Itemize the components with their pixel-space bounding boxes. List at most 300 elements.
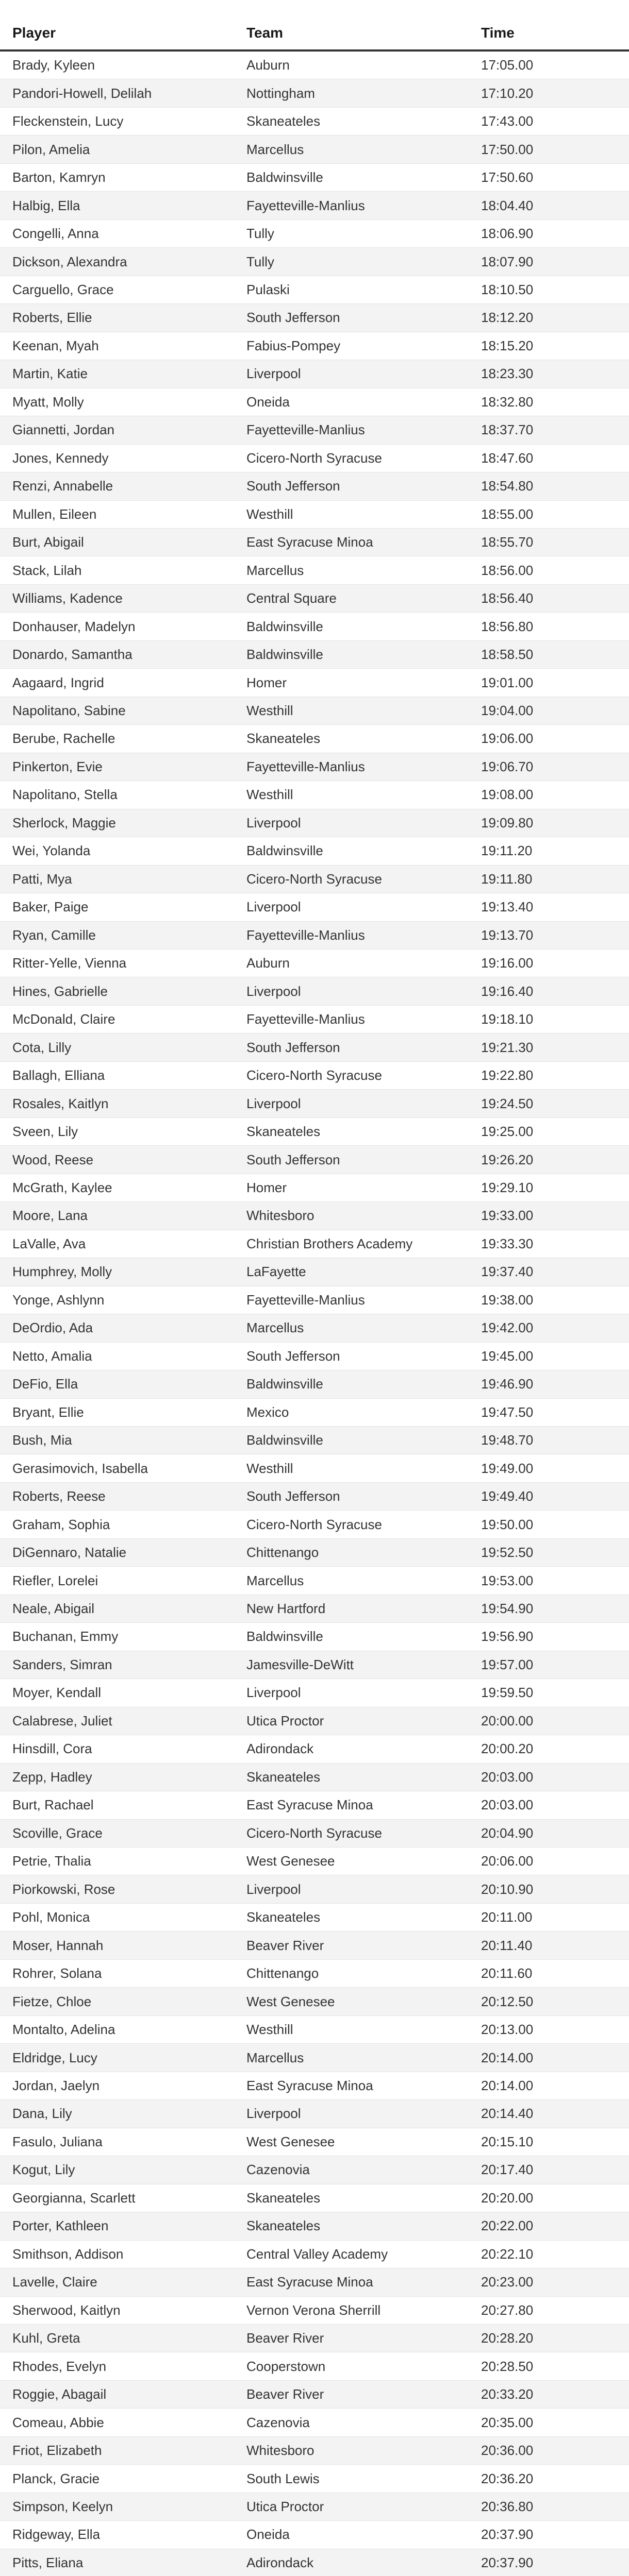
table-row — [0, 220, 629, 248]
time-cell: 18:10.50 — [481, 281, 534, 297]
player-cell: Sherlock, Maggie — [12, 815, 116, 831]
team-cell: Fayetteville-Manlius — [246, 422, 365, 438]
time-cell: 20:14.00 — [481, 2077, 534, 2093]
time-cell: 19:18.10 — [481, 1011, 534, 1027]
table-row — [0, 1033, 629, 1061]
table-row — [0, 276, 629, 304]
time-cell: 20:00.20 — [481, 1741, 534, 1757]
team-cell: Fayetteville-Manlius — [246, 197, 365, 213]
table-row — [0, 837, 629, 865]
player-cell: Sanders, Simran — [12, 1656, 112, 1672]
player-cell: Ballagh, Elliana — [12, 1067, 105, 1083]
table-row — [0, 1567, 629, 1595]
time-cell: 17:43.00 — [481, 113, 534, 129]
time-cell: 17:05.00 — [481, 57, 534, 73]
table-row — [0, 52, 629, 79]
table-row — [0, 304, 629, 332]
team-cell: South Lewis — [246, 2470, 320, 2486]
table-row — [0, 135, 629, 163]
player-cell: Baker, Paige — [12, 899, 89, 915]
time-cell: 19:21.30 — [481, 1039, 534, 1055]
player-cell: McDonald, Claire — [12, 1011, 115, 1027]
table-row — [0, 641, 629, 669]
time-cell: 18:56.80 — [481, 618, 534, 634]
table-row — [0, 2184, 629, 2212]
team-cell: Cicero-North Syracuse — [246, 871, 382, 887]
player-cell: Jones, Kennedy — [12, 450, 109, 466]
table-row — [0, 360, 629, 388]
time-cell: 19:53.00 — [481, 1572, 534, 1588]
time-cell: 19:49.40 — [481, 1488, 534, 1504]
team-cell: Beaver River — [246, 1937, 324, 1953]
table-row — [0, 445, 629, 472]
player-cell: Graham, Sophia — [12, 1516, 110, 1532]
table-row — [0, 1090, 629, 1117]
time-cell: 19:13.70 — [481, 927, 534, 943]
time-cell: 18:15.20 — [481, 337, 534, 353]
team-cell: Fayetteville-Manlius — [246, 1292, 365, 1308]
time-cell: 17:50.00 — [481, 141, 534, 157]
time-cell: 20:27.80 — [481, 2302, 534, 2318]
time-cell: 20:22.00 — [481, 2218, 534, 2234]
time-cell: 19:13.40 — [481, 899, 534, 915]
time-cell: 18:47.60 — [481, 450, 534, 466]
player-cell: Montalto, Adelina — [12, 2022, 115, 2038]
table-row — [0, 2437, 629, 2465]
time-cell: 18:55.70 — [481, 534, 534, 550]
table-row — [0, 922, 629, 950]
player-cell: Simpson, Keelyn — [12, 2499, 113, 2515]
player-cell: Wei, Yolanda — [12, 843, 91, 859]
team-cell: West Genesee — [246, 1993, 335, 2009]
time-cell: 18:23.30 — [481, 366, 534, 382]
team-cell: West Genesee — [246, 1853, 335, 1869]
player-cell: Yonge, Ashlynn — [12, 1292, 105, 1308]
table-row — [0, 1651, 629, 1679]
time-cell: 19:06.00 — [481, 731, 534, 747]
time-cell: 19:49.00 — [481, 1460, 534, 1476]
table-row — [0, 556, 629, 584]
player-cell: Wood, Reese — [12, 1151, 94, 1167]
table-row — [0, 2100, 629, 2128]
team-cell: Liverpool — [246, 1881, 301, 1897]
team-cell: Westhill — [246, 787, 293, 803]
team-cell: Central Square — [246, 590, 337, 606]
time-cell: 19:09.80 — [481, 815, 534, 831]
team-cell: Skaneateles — [246, 113, 321, 129]
time-cell: 18:06.90 — [481, 226, 534, 242]
table-row — [0, 1483, 629, 1511]
team-cell: Whitesboro — [246, 1208, 314, 1224]
table-row — [0, 1875, 629, 1903]
time-cell: 18:56.00 — [481, 562, 534, 578]
table-row — [0, 809, 629, 837]
player-cell: Barton, Kamryn — [12, 170, 106, 185]
time-cell: 19:26.20 — [481, 1151, 534, 1167]
team-cell: East Syracuse Minoa — [246, 2077, 373, 2093]
time-cell: 20:13.00 — [481, 2022, 534, 2038]
table-row — [0, 1427, 629, 1454]
team-cell: Nottingham — [246, 85, 315, 101]
player-cell: Berube, Rachelle — [12, 731, 115, 747]
time-cell: 20:12.50 — [481, 1993, 534, 2009]
table-row — [0, 697, 629, 725]
player-cell: McGrath, Kaylee — [12, 1179, 112, 1195]
time-cell: 19:11.80 — [481, 871, 533, 887]
time-cell: 19:06.70 — [481, 758, 534, 774]
player-cell: Pinkerton, Evie — [12, 758, 103, 774]
table-row — [0, 2325, 629, 2352]
time-cell: 20:03.00 — [481, 1769, 534, 1785]
team-cell: East Syracuse Minoa — [246, 1797, 373, 1813]
table-row — [0, 1764, 629, 1791]
team-cell: Cazenovia — [246, 2414, 310, 2430]
table-row — [0, 1511, 629, 1538]
team-cell: Liverpool — [246, 1095, 301, 1111]
player-cell: Napolitano, Stella — [12, 787, 118, 803]
table-header — [0, 0, 629, 52]
team-cell: Marcellus — [246, 1320, 304, 1336]
time-cell: 19:37.40 — [481, 1264, 534, 1280]
team-cell: Utica Proctor — [246, 2499, 324, 2515]
table-row — [0, 2409, 629, 2436]
player-cell: LaValle, Ava — [12, 1235, 86, 1251]
table-row — [0, 781, 629, 809]
time-cell: 20:33.20 — [481, 2386, 534, 2402]
table-row — [0, 2297, 629, 2325]
time-cell: 19:24.50 — [481, 1095, 534, 1111]
player-cell: Friot, Elizabeth — [12, 2443, 102, 2459]
team-cell: Baldwinsville — [246, 1432, 323, 1448]
team-cell: Central Valley Academy — [246, 2246, 388, 2262]
time-cell: 20:22.10 — [481, 2246, 534, 2262]
team-cell: Cicero-North Syracuse — [246, 1825, 382, 1841]
time-cell: 19:59.50 — [481, 1685, 534, 1701]
player-cell: Zepp, Hadley — [12, 1769, 92, 1785]
team-cell: Tully — [246, 226, 274, 242]
time-cell: 20:17.40 — [481, 2162, 534, 2178]
team-cell: Westhill — [246, 703, 293, 719]
time-cell: 20:36.20 — [481, 2470, 534, 2486]
table-row — [0, 416, 629, 444]
time-cell: 19:50.00 — [481, 1516, 534, 1532]
time-cell: 18:04.40 — [481, 197, 534, 213]
team-cell: Fayetteville-Manlius — [246, 927, 365, 943]
team-cell: Liverpool — [246, 815, 301, 831]
player-cell: Eldridge, Lucy — [12, 2049, 97, 2065]
player-cell: Burt, Rachael — [12, 1797, 94, 1813]
team-cell: Cicero-North Syracuse — [246, 1516, 382, 1532]
table-row — [0, 2072, 629, 2100]
team-cell: Tully — [246, 253, 274, 269]
player-cell: Cota, Lilly — [12, 1039, 72, 1055]
team-cell: Baldwinsville — [246, 618, 323, 634]
table-row — [0, 1679, 629, 1707]
player-cell: Stack, Lilah — [12, 562, 82, 578]
player-cell: Mullen, Eileen — [12, 506, 97, 522]
column-header-player[interactable]: Player — [12, 25, 56, 41]
time-cell: 19:42.00 — [481, 1320, 534, 1336]
player-cell: Napolitano, Sabine — [12, 703, 126, 719]
time-cell: 18:12.20 — [481, 310, 534, 326]
time-cell: 20:28.50 — [481, 2358, 534, 2374]
time-cell: 19:04.00 — [481, 703, 534, 719]
player-cell: Hinsdill, Cora — [12, 1741, 92, 1757]
time-cell: 20:11.40 — [481, 1937, 533, 1953]
team-cell: Skaneateles — [246, 1909, 321, 1925]
team-cell: Pulaski — [246, 281, 290, 297]
time-cell: 19:33.00 — [481, 1208, 534, 1224]
team-cell: Westhill — [246, 506, 293, 522]
table-row — [0, 1146, 629, 1174]
player-cell: Giannetti, Jordan — [12, 422, 115, 438]
table-row — [0, 2352, 629, 2380]
player-cell: Porter, Kathleen — [12, 2218, 109, 2234]
time-cell: 19:54.90 — [481, 1601, 534, 1617]
table-row — [0, 2493, 629, 2521]
player-cell: Rosales, Kaitlyn — [12, 1095, 109, 1111]
table-row — [0, 1820, 629, 1848]
team-cell: East Syracuse Minoa — [246, 534, 373, 550]
table-row — [0, 2156, 629, 2184]
table-row — [0, 893, 629, 921]
time-cell: 19:38.00 — [481, 1292, 534, 1308]
table-row — [0, 669, 629, 697]
table-row — [0, 1988, 629, 2015]
player-cell: Rhodes, Evelyn — [12, 2358, 107, 2374]
time-cell: 18:07.90 — [481, 253, 534, 269]
time-cell: 20:28.20 — [481, 2330, 534, 2346]
time-cell: 19:16.40 — [481, 983, 534, 999]
player-cell: Bush, Mia — [12, 1432, 72, 1448]
team-cell: Skaneateles — [246, 2218, 321, 2234]
player-cell: Georgianna, Scarlett — [12, 2190, 136, 2206]
team-cell: Mexico — [246, 1404, 289, 1420]
team-cell: Skaneateles — [246, 1124, 321, 1140]
team-cell: Baldwinsville — [246, 1629, 323, 1645]
player-cell: Roberts, Ellie — [12, 310, 92, 326]
player-cell: Hines, Gabrielle — [12, 983, 108, 999]
column-header-time[interactable]: Time — [481, 25, 515, 41]
player-cell: Roberts, Reese — [12, 1488, 106, 1504]
team-cell: South Jefferson — [246, 1039, 340, 1055]
player-cell: Brady, Kyleen — [12, 57, 95, 73]
player-cell: Dana, Lily — [12, 2106, 72, 2122]
player-cell: Smithson, Addison — [12, 2246, 124, 2262]
table-row — [0, 2549, 629, 2576]
team-cell: Beaver River — [246, 2386, 324, 2402]
time-cell: 20:37.90 — [481, 2527, 534, 2543]
team-cell: Liverpool — [246, 1685, 301, 1701]
time-cell: 20:14.00 — [481, 2049, 534, 2065]
player-cell: Pandori-Howell, Delilah — [12, 85, 152, 101]
table-row — [0, 1006, 629, 1033]
player-cell: Jordan, Jaelyn — [12, 2077, 100, 2093]
time-cell: 20:20.00 — [481, 2190, 534, 2206]
player-cell: Riefler, Lorelei — [12, 1572, 98, 1588]
player-cell: Donardo, Samantha — [12, 647, 133, 663]
team-cell: New Hartford — [246, 1601, 326, 1617]
team-cell: Auburn — [246, 955, 290, 971]
player-cell: Renzi, Annabelle — [12, 478, 113, 494]
time-cell: 19:29.10 — [481, 1179, 534, 1195]
team-cell: Adirondack — [246, 2554, 314, 2570]
table-row — [0, 1791, 629, 1819]
time-cell: 20:04.90 — [481, 1825, 534, 1841]
team-cell: Marcellus — [246, 141, 304, 157]
team-cell: Liverpool — [246, 983, 301, 999]
team-cell: Cicero-North Syracuse — [246, 450, 382, 466]
team-cell: Christian Brothers Academy — [246, 1235, 413, 1251]
time-cell: 17:50.60 — [481, 170, 534, 185]
team-cell: Cazenovia — [246, 2162, 310, 2178]
team-cell: Skaneateles — [246, 1769, 321, 1785]
team-cell: Homer — [246, 674, 287, 690]
player-cell: Donhauser, Madelyn — [12, 618, 136, 634]
player-cell: Piorkowski, Rose — [12, 1881, 115, 1897]
time-cell: 19:46.90 — [481, 1376, 534, 1392]
team-cell: South Jefferson — [246, 478, 340, 494]
column-header-team[interactable]: Team — [246, 25, 284, 41]
player-cell: Congelli, Anna — [12, 226, 99, 242]
table-row — [0, 1314, 629, 1342]
player-cell: Moser, Hannah — [12, 1937, 104, 1953]
player-cell: Petrie, Thalia — [12, 1853, 91, 1869]
table-row — [0, 1118, 629, 1146]
table-row — [0, 1904, 629, 1931]
team-cell: Baldwinsville — [246, 1376, 323, 1392]
time-cell: 19:16.00 — [481, 955, 534, 971]
player-cell: Bryant, Ellie — [12, 1404, 84, 1420]
player-cell: Ridgeway, Ella — [12, 2527, 101, 2543]
table-row — [0, 1174, 629, 1202]
table-row — [0, 1960, 629, 1988]
table-row — [0, 585, 629, 613]
time-cell: 20:36.00 — [481, 2443, 534, 2459]
team-cell: Baldwinsville — [246, 843, 323, 859]
team-cell: Fayetteville-Manlius — [246, 758, 365, 774]
time-cell: 20:23.00 — [481, 2274, 534, 2290]
team-cell: Fayetteville-Manlius — [246, 1011, 365, 1027]
time-cell: 19:11.20 — [481, 843, 533, 859]
table-row — [0, 866, 629, 893]
time-cell: 18:55.00 — [481, 506, 534, 522]
player-cell: Pilon, Amelia — [12, 141, 90, 157]
time-cell: 18:54.80 — [481, 478, 534, 494]
table-row — [0, 950, 629, 977]
time-cell: 20:37.90 — [481, 2554, 534, 2570]
player-cell: Williams, Kadence — [12, 590, 123, 606]
table-row — [0, 2268, 629, 2296]
table-row — [0, 2016, 629, 2044]
player-cell: Ritter-Yelle, Vienna — [12, 955, 127, 971]
player-cell: Burt, Abigail — [12, 534, 84, 550]
team-cell: Homer — [246, 1179, 287, 1195]
team-cell: Baldwinsville — [246, 170, 323, 185]
table-row — [0, 613, 629, 640]
table-row — [0, 1062, 629, 1090]
player-cell: Kogut, Lily — [12, 2162, 75, 2178]
table-row — [0, 2212, 629, 2240]
time-cell: 20:15.10 — [481, 2133, 534, 2149]
player-cell: Pitts, Eliana — [12, 2554, 84, 2570]
team-cell: West Genesee — [246, 2133, 335, 2149]
table-row — [0, 472, 629, 500]
player-cell: Ryan, Camille — [12, 927, 96, 943]
team-cell: Skaneateles — [246, 731, 321, 747]
player-cell: Patti, Mya — [12, 871, 72, 887]
team-cell: Liverpool — [246, 2106, 301, 2122]
team-cell: Auburn — [246, 57, 290, 73]
team-cell: Chittenango — [246, 1965, 319, 1981]
team-cell: Utica Proctor — [246, 1713, 324, 1728]
team-cell: Cooperstown — [246, 2358, 326, 2374]
player-cell: Dickson, Alexandra — [12, 253, 127, 269]
table-row — [0, 1735, 629, 1763]
table-row — [0, 2465, 629, 2493]
table-row — [0, 529, 629, 556]
player-cell: Carguello, Grace — [12, 281, 114, 297]
player-cell: Roggie, Abagail — [12, 2386, 107, 2402]
player-cell: Martin, Katie — [12, 366, 88, 382]
player-cell: DeOrdio, Ada — [12, 1320, 93, 1336]
team-cell: Marcellus — [246, 2049, 304, 2065]
player-cell: Fietze, Chloe — [12, 1993, 92, 2009]
player-cell: Kuhl, Greta — [12, 2330, 80, 2346]
time-cell: 19:33.30 — [481, 1235, 534, 1251]
table-row — [0, 501, 629, 529]
team-cell: Whitesboro — [246, 2443, 314, 2459]
player-cell: Calabrese, Juliet — [12, 1713, 112, 1728]
player-cell: Buchanan, Emmy — [12, 1629, 119, 1645]
table-row — [0, 1707, 629, 1735]
table-row — [0, 1230, 629, 1258]
table-row — [0, 1595, 629, 1623]
table-row — [0, 79, 629, 107]
table-row — [0, 1370, 629, 1398]
player-cell: Planck, Gracie — [12, 2470, 100, 2486]
time-cell: 20:36.80 — [481, 2499, 534, 2515]
time-cell: 18:32.80 — [481, 394, 534, 410]
player-cell: Lavelle, Claire — [12, 2274, 97, 2290]
time-cell: 19:47.50 — [481, 1404, 534, 1420]
table-row — [0, 1623, 629, 1651]
player-cell: Fasulo, Juliana — [12, 2133, 103, 2149]
time-cell: 19:56.90 — [481, 1629, 534, 1645]
team-cell: South Jefferson — [246, 310, 340, 326]
table-row — [0, 164, 629, 192]
team-cell: Oneida — [246, 2527, 290, 2543]
time-cell: 19:25.00 — [481, 1124, 534, 1140]
table-row — [0, 108, 629, 135]
table-row — [0, 1399, 629, 1427]
player-cell: Neale, Abigail — [12, 1601, 94, 1617]
team-cell: Baldwinsville — [246, 647, 323, 663]
team-cell: LaFayette — [246, 1264, 306, 1280]
player-cell: Comeau, Abbie — [12, 2414, 104, 2430]
table-row — [0, 977, 629, 1005]
time-cell: 17:10.20 — [481, 85, 534, 101]
table-row — [0, 1454, 629, 1482]
time-cell: 20:10.90 — [481, 1881, 534, 1897]
time-cell: 19:22.80 — [481, 1067, 534, 1083]
time-cell: 20:03.00 — [481, 1797, 534, 1813]
table-row — [0, 753, 629, 781]
player-cell: Gerasimovich, Isabella — [12, 1460, 148, 1476]
table-row — [0, 2241, 629, 2268]
table-row — [0, 1258, 629, 1286]
team-cell: Cicero-North Syracuse — [246, 1067, 382, 1083]
